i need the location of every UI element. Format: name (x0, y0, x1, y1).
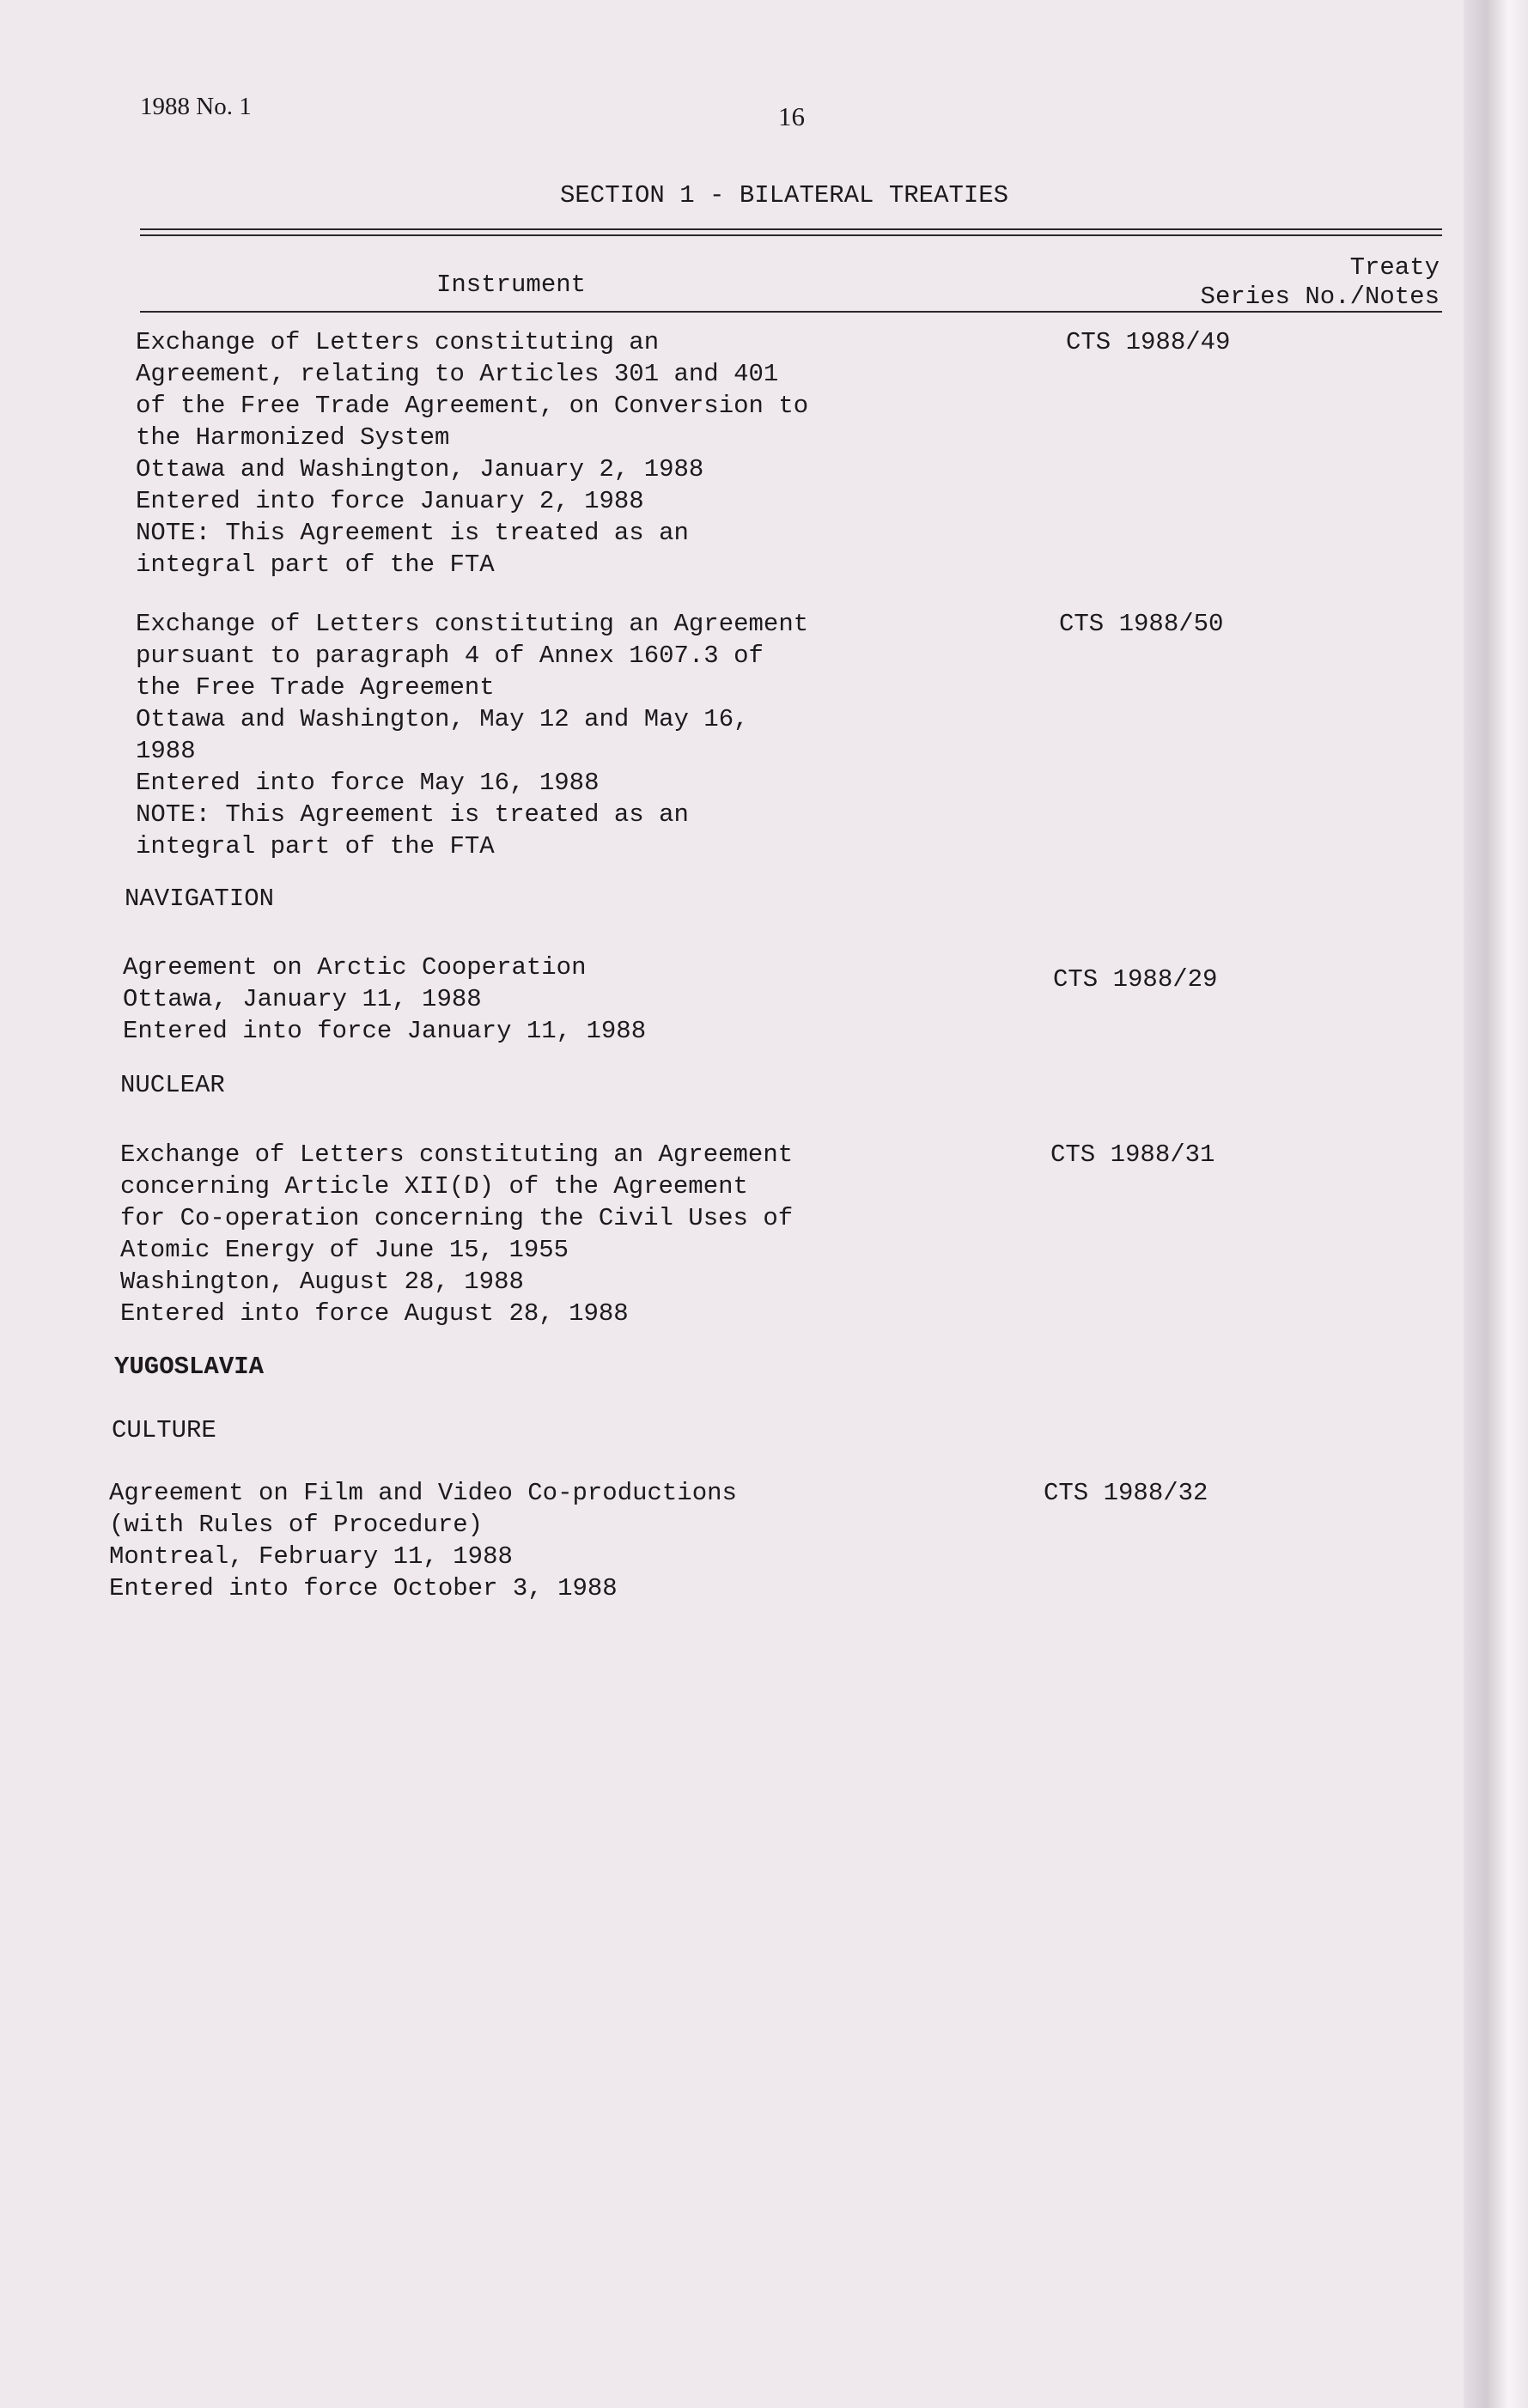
page-number: 16 (778, 101, 805, 131)
treaty-entry (109, 1477, 1415, 1604)
header-rule (140, 311, 1442, 313)
treaty-entry-text: Exchange of Letters constituting an Agreement, relating to Articles 301 and 401 of the Free Trade Agreement, on Conversion to the Harmonized System Ottawa and Washington, January 2, 1988 Entered into force January 2, 1988 NOTE: This Agreement is treated as an integral part of the FTA (136, 328, 809, 579)
treaty-series-ref: CTS 1988/49 (1066, 328, 1231, 356)
treaty-entry (120, 1139, 1426, 1329)
column-header-instrument: Instrument (436, 271, 587, 299)
treaty-entry-text: Exchange of Letters constituting an Agreement concerning Article XII(D) of the Agreement for Co-operation concerning the Civil Uses of Atomic Energy of June 15, 1955 Washington, August 28, 1988 Entered into force August 28, 1988 (120, 1140, 794, 1328)
treaty-entry (123, 952, 1428, 1047)
column-header-treaty-line2: Series No./Notes (1200, 283, 1440, 311)
treaty-entry (136, 326, 1441, 581)
subject-heading-culture: CULTURE (112, 1416, 216, 1444)
subject-heading-nuclear: NUCLEAR (120, 1071, 225, 1099)
series-number: 1988 No. 1 (140, 93, 252, 120)
treaty-entry (136, 608, 1441, 862)
treaty-series-ref: CTS 1988/31 (1050, 1140, 1215, 1169)
treaty-entry-text: Agreement on Film and Video Co-productions (with Rules of Procedure) Montreal, February 11, 1988 Entered into force October 3, 1988 (109, 1479, 737, 1602)
treaty-series-ref: CTS 1988/50 (1059, 610, 1224, 638)
column-header-treaty-line1: Treaty (1349, 253, 1440, 282)
treaty-series-ref: CTS 1988/29 (1053, 965, 1218, 994)
treaty-entry-text: Agreement on Arctic Cooperation Ottawa, January 11, 1988 Entered into force January 11, 1988 (123, 953, 647, 1045)
section-title: SECTION 1 - BILATERAL TREATIES (560, 181, 1009, 210)
treaty-series-ref: CTS 1988/32 (1044, 1479, 1208, 1507)
double-rule-divider (140, 228, 1442, 236)
country-heading-yugoslavia: YUGOSLAVIA (114, 1353, 265, 1381)
page-edge-shadow (1464, 0, 1528, 2408)
subject-heading-navigation: NAVIGATION (125, 885, 275, 913)
treaty-entry-text: Exchange of Letters constituting an Agreement pursuant to paragraph 4 of Annex 1607.3 of the Free Trade Agreement Ottawa and Washington, May 12 and May 16, 1988 Entered into force May 16, 1988 NOTE: This Agreement is treated as an integral part of the FTA (136, 610, 809, 860)
column-header-treaty (1142, 253, 1440, 312)
